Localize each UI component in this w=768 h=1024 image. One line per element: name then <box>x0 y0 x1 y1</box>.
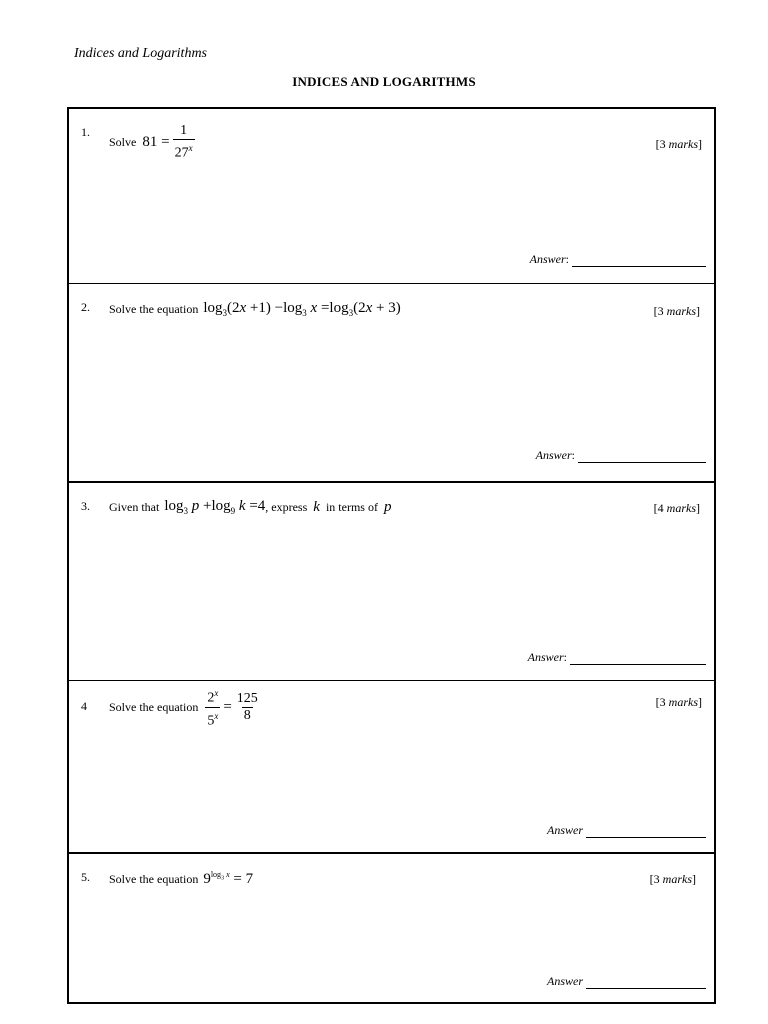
question-text <box>109 300 401 318</box>
marks-label: [3 marks] <box>655 137 702 151</box>
question-2 <box>69 283 714 481</box>
equation: 81 = $\frac{1}{27^x}$ <box>142 123 193 161</box>
marks-label: [3 marks] <box>655 695 702 709</box>
answer-label: Answer <box>529 252 566 266</box>
question-text <box>109 123 198 162</box>
answer-field[interactable] <box>547 823 706 838</box>
question-prefix: Solve the equation <box>109 871 199 886</box>
marks-label: [4 marks] <box>653 501 700 515</box>
variable-p: p <box>383 498 392 515</box>
question-suffix: in terms of <box>325 499 378 514</box>
answer-line[interactable] <box>586 976 706 989</box>
variable-k: k <box>313 498 320 515</box>
page-title: INDICES AND LOGARITHMS <box>292 74 476 89</box>
equation: $\frac{2^x}{5^x}$ = $\frac{125}{8}$ <box>207 688 258 729</box>
question-1 <box>69 109 714 283</box>
answer-label: Answer <box>527 650 564 664</box>
answer-field[interactable]: Answer : <box>536 448 706 463</box>
questions-table <box>67 107 716 1004</box>
question-text <box>109 870 253 888</box>
equation: $\log_3(2x +1) -\log_3$ $x =\log_3(2x + 3)$ <box>203 300 401 318</box>
answer-field[interactable] <box>547 974 706 989</box>
question-prefix: Solve the equation <box>109 699 199 714</box>
answer-line[interactable] <box>572 254 706 267</box>
question-number: 5. <box>81 870 90 884</box>
question-4 <box>69 680 714 852</box>
answer-field[interactable]: Answer : <box>528 650 706 665</box>
answer-label: Answer <box>547 823 583 837</box>
question-5 <box>69 852 714 1002</box>
answer-line[interactable] <box>570 652 706 665</box>
question-prefix: Solve the equation <box>109 301 199 316</box>
answer-label: Answer <box>535 448 572 462</box>
marks-label: [3 marks] <box>649 872 696 886</box>
question-prefix: Given that <box>109 499 160 514</box>
running-header: Indices and Logarithms <box>74 46 207 61</box>
marks-label: [3 marks] <box>653 304 700 318</box>
question-prefix: Solve <box>109 134 137 149</box>
equation: $9^{log_3 x} = 7$ <box>203 870 254 887</box>
answer-line[interactable] <box>578 450 706 463</box>
answer-line[interactable] <box>586 825 706 838</box>
question-3 <box>69 481 714 680</box>
answer-field[interactable]: Answer : <box>530 252 706 267</box>
answer-label: Answer <box>547 974 583 988</box>
question-middle: , express <box>265 499 308 514</box>
question-number: 3. <box>81 499 90 513</box>
question-text <box>109 498 391 516</box>
question-number: 1. <box>81 125 90 139</box>
equation: $\log_3 p +\log_9$ k =4 <box>164 498 266 516</box>
question-text <box>109 685 263 729</box>
question-number: 2. <box>81 300 90 314</box>
question-number: 4 <box>81 699 87 713</box>
